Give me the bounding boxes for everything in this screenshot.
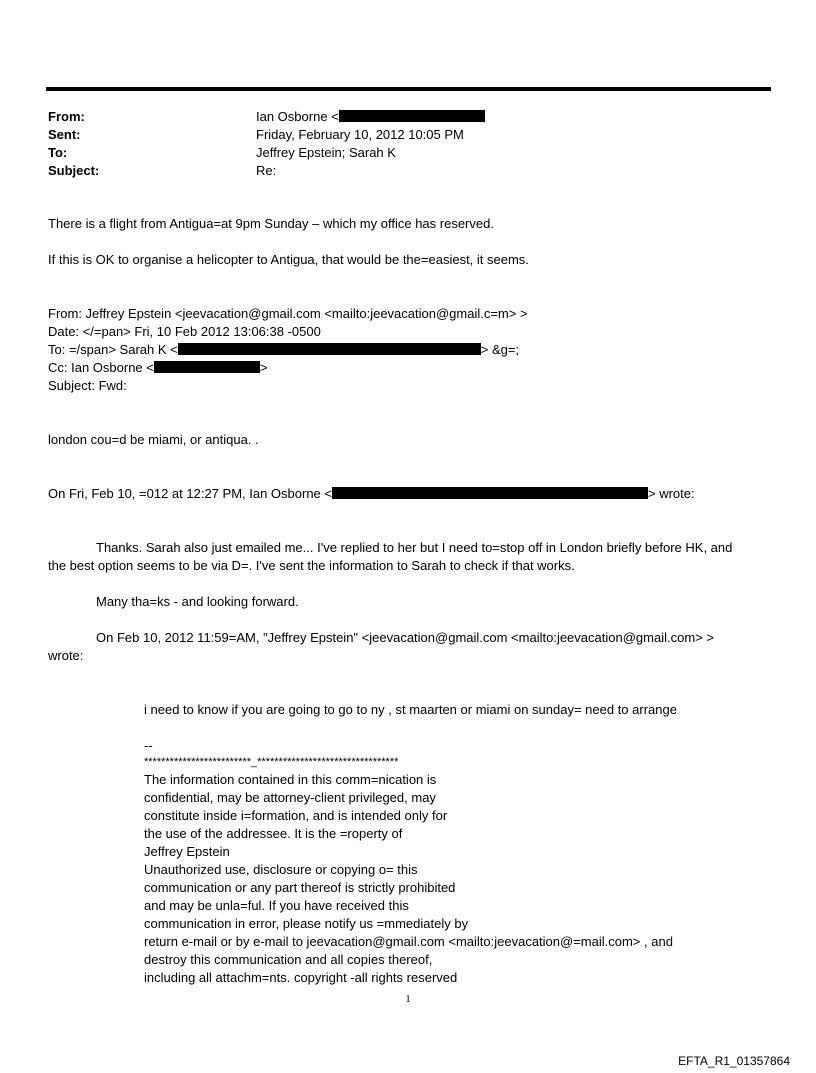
forwarded-subject: Subject: Fwd:: [48, 378, 127, 393]
to-label: To:: [48, 145, 68, 160]
subject-row: [48, 162, 748, 180]
sent-label: Sent:: [48, 127, 81, 142]
body-paragraph-2: If this is OK to organise a helicopter to Antigua, that would be the=easiest, it seems.: [48, 252, 529, 267]
forwarded-cc-text: Cc: Ian Osborne <: [48, 360, 154, 375]
redaction-box: [154, 361, 260, 373]
quote-attribution-tail: > wrote:: [648, 486, 695, 501]
redaction-box: [332, 487, 648, 499]
subject-label: Subject:: [48, 163, 100, 178]
nested-attribution-1: On Feb 10, 2012 11:59=AM, "Jeffrey Epstein" <jeevacation@gmail.com <mailto:jeevacation@gmail.com> >: [96, 630, 714, 645]
email-header: [48, 108, 748, 180]
signature-stars: *************************_*********************************: [144, 756, 399, 768]
forwarded-to: [48, 341, 519, 359]
sent-value: Friday, February 10, 2012 10:05 PM: [256, 127, 464, 142]
sent-row: [48, 126, 748, 144]
quote-attribution-text: On Fri, Feb 10, =012 at 12:27 PM, Ian Osborne <: [48, 486, 332, 501]
body-paragraph-1: There is a flight from Antigua=at 9pm Sunday – which my office has reserved.: [48, 216, 494, 231]
disclaimer-line: return e-mail or by e-mail to jeevacation@gmail.com <mailto:jeevacation@=mail.com> , and: [144, 934, 673, 949]
header-rule: [46, 87, 771, 91]
forwarded-date: Date: </=pan> Fri, 10 Feb 2012 13:06:38 -0500: [48, 324, 321, 339]
quoted-line-1: Thanks. Sarah also just emailed me... I've replied to her but I need to=stop off in London briefly before HK, and: [96, 540, 733, 555]
from-value: [256, 108, 748, 126]
redaction-box: [178, 343, 481, 355]
forwarded-to-tail: > &g=;: [480, 342, 520, 357]
disclaimer-line: destroy this communication and all copies thereof,: [144, 952, 433, 967]
disclaimer-line: communication in error, please notify us =mmediately by: [144, 916, 469, 931]
disclaimer-line: communication or any part thereof is strictly prohibited: [144, 880, 456, 895]
redaction-box: [339, 110, 485, 122]
page-number: 1: [405, 993, 411, 1005]
subject-value: Re:: [256, 163, 277, 178]
forwarded-cc: [48, 359, 267, 377]
bates-number: EFTA_R1_01357864: [678, 1054, 790, 1068]
disclaimer-line: Unauthorized use, disclosure or copying o= this: [144, 862, 418, 877]
quote-attribution: [48, 485, 695, 503]
disclaimer-line: The information contained in this comm=nication is: [144, 772, 437, 787]
disclaimer-line: including all attachm=nts. copyright -all rights reserved: [144, 970, 458, 985]
from-name: Ian Osborne <: [256, 109, 339, 124]
disclaimer-line: constitute inside i=formation, and is intended only for: [144, 808, 448, 823]
forwarded-cc-tail: >: [259, 360, 268, 375]
nested-attribution-2: wrote:: [48, 648, 84, 663]
disclaimer-line: Jeffrey Epstein: [144, 844, 230, 859]
body-paragraph-3: london cou=d be miami, or antiqua. .: [48, 432, 259, 447]
from-row: [48, 108, 748, 126]
disclaimer-line: and may be unla=ful. If you have received this: [144, 898, 409, 913]
to-value: Jeffrey Epstein; Sarah K: [256, 145, 396, 160]
signature-dash: --: [144, 738, 153, 753]
to-row: [48, 144, 748, 162]
nested-message: i need to know if you are going to go to ny , st maarten or miami on sunday= need to arrange: [144, 702, 677, 717]
disclaimer-line: the use of the addressee. It is the =roperty of: [144, 826, 403, 841]
disclaimer-block: [144, 771, 673, 987]
forwarded-to-text: To: =/span> Sarah K <: [48, 342, 178, 357]
from-label: From:: [48, 109, 85, 124]
quoted-line-2: the best option seems to be via D=. I've sent the information to Sarah to check if that works.: [48, 558, 575, 573]
quoted-line-3: Many tha=ks - and looking forward.: [96, 594, 299, 609]
forwarded-from: From: Jeffrey Epstein <jeevacation@gmail.com <mailto:jeevacation@gmail.c=m> >: [48, 306, 528, 321]
disclaimer-line: confidential, may be attorney-client privileged, may: [144, 790, 436, 805]
